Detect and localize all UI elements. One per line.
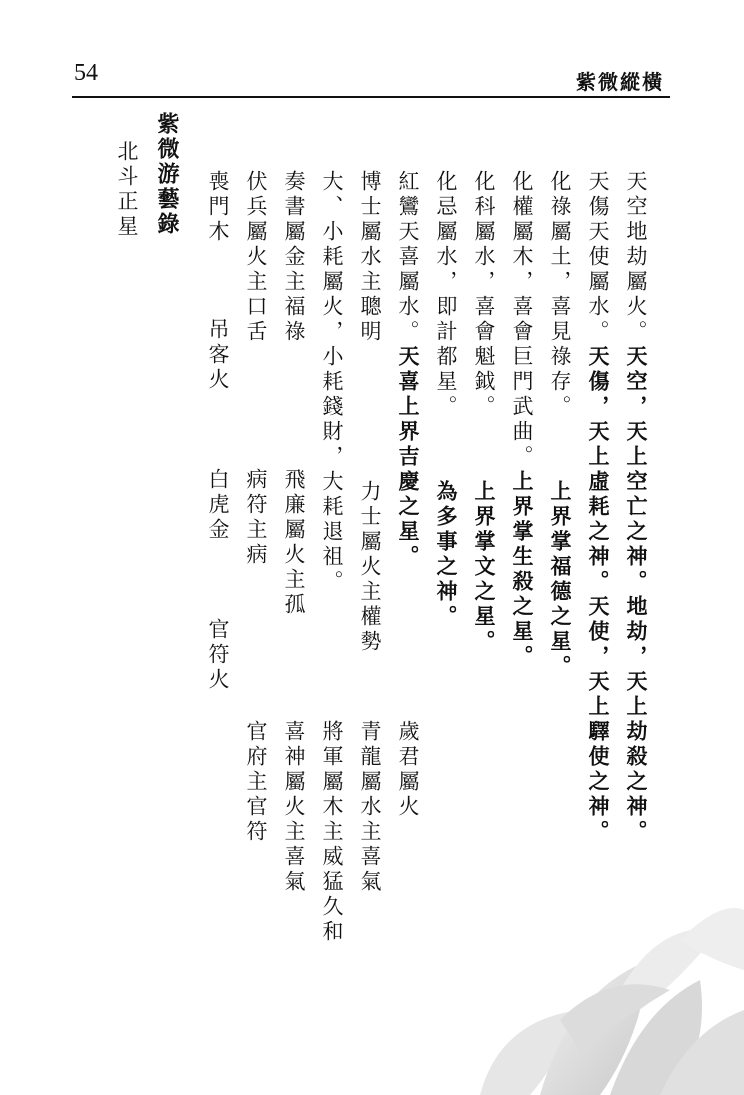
lotus-watermark-icon: [440, 900, 744, 1095]
star-baihu: 白虎金: [206, 468, 230, 543]
page-number: 54: [74, 60, 98, 86]
paragraph-plain: 天空地劫屬火。: [624, 170, 648, 345]
paragraph-plain: 化祿屬土，喜見祿存。: [548, 170, 572, 420]
star-diaoke: 吊客火: [206, 318, 230, 393]
paragraph-huaji-bold: 為多事之神。: [434, 480, 459, 630]
paragraph-bold: 天傷，天上虛耗之神。天使，天上驛使之神。: [586, 345, 611, 845]
star-guanfu: 官府主官符: [244, 720, 268, 845]
paragraph-plain: 天傷天使屬水。: [586, 170, 610, 345]
star-taisui: 歲君屬火: [396, 720, 420, 820]
paragraph-plain: 紅鸞天喜屬水。: [396, 170, 420, 345]
paragraph-bold: 天空，天上空亡之神。地劫，天上劫殺之神。: [624, 345, 649, 845]
paragraph-plain: 化忌屬水，即計都星。: [434, 170, 458, 420]
paragraph-tiankong-dijie: [622, 170, 650, 845]
paragraph-huaji: [432, 170, 460, 420]
chapter-subtitle: 北斗正星: [115, 140, 139, 240]
book-title: 紫微游藝錄: [154, 112, 180, 237]
star-guanfu-huo: 官符火: [206, 618, 230, 693]
header-rule: [72, 96, 670, 98]
paragraph-bold: 上界掌生殺之星。: [510, 470, 535, 670]
paragraph-huaquan: [508, 170, 536, 670]
star-jiangjun: 將軍屬木主威猛久和: [320, 720, 344, 945]
running-title: 紫微縱橫: [576, 70, 664, 94]
paragraph-bold: 天喜上界吉慶之星。: [396, 345, 421, 570]
star-fubing: 伏兵屬火主口舌: [244, 170, 268, 345]
star-feilian: 飛廉屬火主孤: [282, 468, 306, 618]
paragraph-huake-bold: 上界掌文之星。: [472, 480, 497, 655]
star-lishi: 力士屬火主權勢: [358, 480, 382, 655]
star-qinglong: 青龍屬水主喜氣: [358, 720, 382, 895]
star-zoushu: 奏書屬金主福祿: [282, 170, 306, 345]
paragraph-plain: 化權屬木，喜會巨門武曲。: [510, 170, 534, 470]
star-bingfu: 病符主病: [244, 468, 268, 568]
star-boshi: 博士屬水主聰明: [358, 170, 382, 345]
paragraph-hualu-bold: 上界掌福德之星。: [548, 480, 573, 680]
star-dahao-xiaohao: 大、小耗屬火，小耗錢財，大耗退祖。: [320, 170, 344, 595]
star-sangmen: 喪門木: [206, 170, 230, 245]
paragraph-hualu: [546, 170, 574, 420]
paragraph-huake: [470, 170, 498, 420]
paragraph-plain: 化科屬水，喜會魁鉞。: [472, 170, 496, 420]
paragraph-hongluan: [394, 170, 422, 570]
star-xishen: 喜神屬火主喜氣: [282, 720, 306, 895]
paragraph-tianshang-tianshi: [584, 170, 612, 845]
